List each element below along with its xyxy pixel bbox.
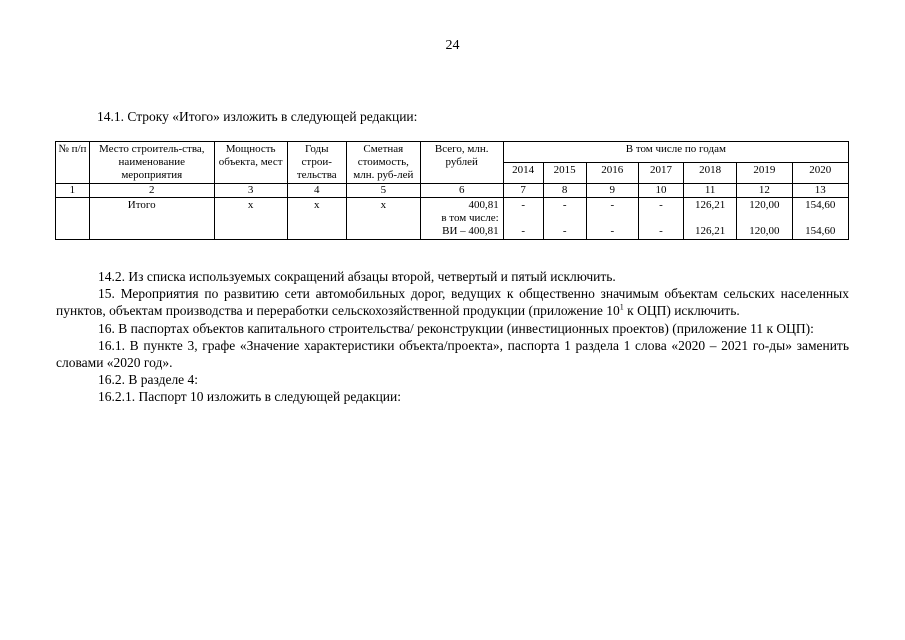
budget-table — [55, 141, 849, 240]
header-year: 2016 — [586, 163, 638, 184]
header-num: № п/п — [56, 142, 90, 184]
header-year: 2019 — [737, 163, 792, 184]
year-value-cell — [638, 198, 683, 240]
total-sum-vi: ВИ – 400,81 — [442, 225, 499, 237]
paragraph-14-2: 14.2. Из списка используемых сокращений абзацы второй, четвертый и пятый исключить. — [98, 269, 616, 284]
column-number: 8 — [543, 184, 586, 198]
header-estimate: Сметная стоимость, млн. руб-лей — [346, 142, 420, 184]
year-value-cell — [586, 198, 638, 240]
year-value: - — [610, 225, 615, 237]
column-number: 11 — [683, 184, 736, 198]
header-total: Всего, млн. рублей — [420, 142, 503, 184]
year-value: 120,00 — [749, 225, 780, 237]
total-label: Итого — [89, 198, 214, 240]
total-row-num — [56, 198, 90, 240]
year-value: - — [610, 199, 615, 211]
year-value: 154,60 — [805, 225, 836, 237]
paragraph-15-superscript: 1 — [619, 302, 624, 312]
year-value-cell — [503, 198, 543, 240]
column-number: 2 — [89, 184, 214, 198]
total-years: х — [287, 198, 346, 240]
column-number: 9 — [586, 184, 638, 198]
paragraph-16-2: 16.2. В разделе 4: — [98, 372, 199, 388]
total-capacity: х — [214, 198, 287, 240]
table-header-row — [56, 142, 849, 163]
year-value: 126,21 — [694, 199, 726, 211]
column-number: 5 — [346, 184, 420, 198]
year-value: - — [562, 225, 567, 237]
year-value: - — [521, 199, 525, 211]
column-number: 6 — [420, 184, 503, 198]
year-value: 120,00 — [749, 199, 780, 211]
header-year: 2020 — [792, 163, 848, 184]
year-value: - — [659, 225, 663, 237]
header-year: 2015 — [543, 163, 586, 184]
year-value-cell — [792, 198, 848, 240]
year-value: - — [521, 225, 525, 237]
header-by-years: В том числе по годам — [503, 142, 848, 163]
paragraph-15 — [56, 285, 849, 319]
total-sum-cell — [420, 198, 503, 240]
total-row — [56, 198, 849, 240]
paragraph-16-1: 16.1. В пункте 3, графе «Значение характеристики объекта/проекта», паспорта 1 раздела 1 слова «2020 – 2021 го-ды» заменить словами «2020 год». — [56, 337, 849, 371]
year-value: - — [562, 199, 567, 211]
year-value-spacer — [739, 212, 789, 225]
column-number: 7 — [503, 184, 543, 198]
year-value-spacer — [506, 212, 541, 225]
total-estimate: х — [346, 198, 420, 240]
year-value-spacer — [589, 212, 636, 225]
column-number-row — [56, 184, 849, 198]
column-number: 10 — [638, 184, 683, 198]
year-value-spacer — [546, 212, 584, 225]
year-value-cell — [543, 198, 586, 240]
column-number: 4 — [287, 184, 346, 198]
body-text — [56, 268, 849, 406]
paragraph-15-text-a: 15. Мероприятия по развитию сети автомобильных дорог, ведущих к общественно значимым объектам сельских населенных пунктов, объектам производства и переработки сельскохозяйственной продукции (приложение 10 — [56, 286, 849, 319]
column-number: 3 — [214, 184, 287, 198]
year-value-cell — [683, 198, 736, 240]
header-year: 2014 — [503, 163, 543, 184]
year-value: 154,60 — [805, 199, 836, 211]
header-year: 2018 — [683, 163, 736, 184]
year-value-cell — [737, 198, 792, 240]
paragraph-16: 16. В паспортах объектов капитального строительства/ реконструкции (инвестиционных проектов) (приложение 11 к ОЦП): — [98, 320, 814, 336]
year-value-spacer — [641, 212, 681, 225]
header-year: 2017 — [638, 163, 683, 184]
column-number: 1 — [56, 184, 90, 198]
paragraph-16-2-1: 16.2.1. Паспорт 10 изложить в следующей редакции: — [98, 389, 402, 405]
intro-paragraph: 14.1. Строку «Итого» изложить в следующей редакции: — [97, 109, 418, 124]
year-value: - — [659, 199, 663, 211]
header-years: Годы строи-тельства — [287, 142, 346, 184]
column-number: 13 — [792, 184, 848, 198]
total-sum-subheading: в том числе: — [441, 212, 499, 224]
header-capacity: Мощность объекта, мест — [214, 142, 287, 184]
year-value-spacer — [795, 212, 846, 225]
total-sum-value: 400,81 — [468, 199, 499, 211]
year-value-spacer — [686, 212, 734, 225]
header-place: Место строитель-ства, наименование мероприятия — [89, 142, 214, 184]
page-number: 24 — [445, 38, 460, 53]
column-number: 12 — [737, 184, 792, 198]
year-value: 126,21 — [694, 225, 726, 237]
paragraph-15-text-b: к ОЦП) исключить. — [623, 303, 740, 319]
